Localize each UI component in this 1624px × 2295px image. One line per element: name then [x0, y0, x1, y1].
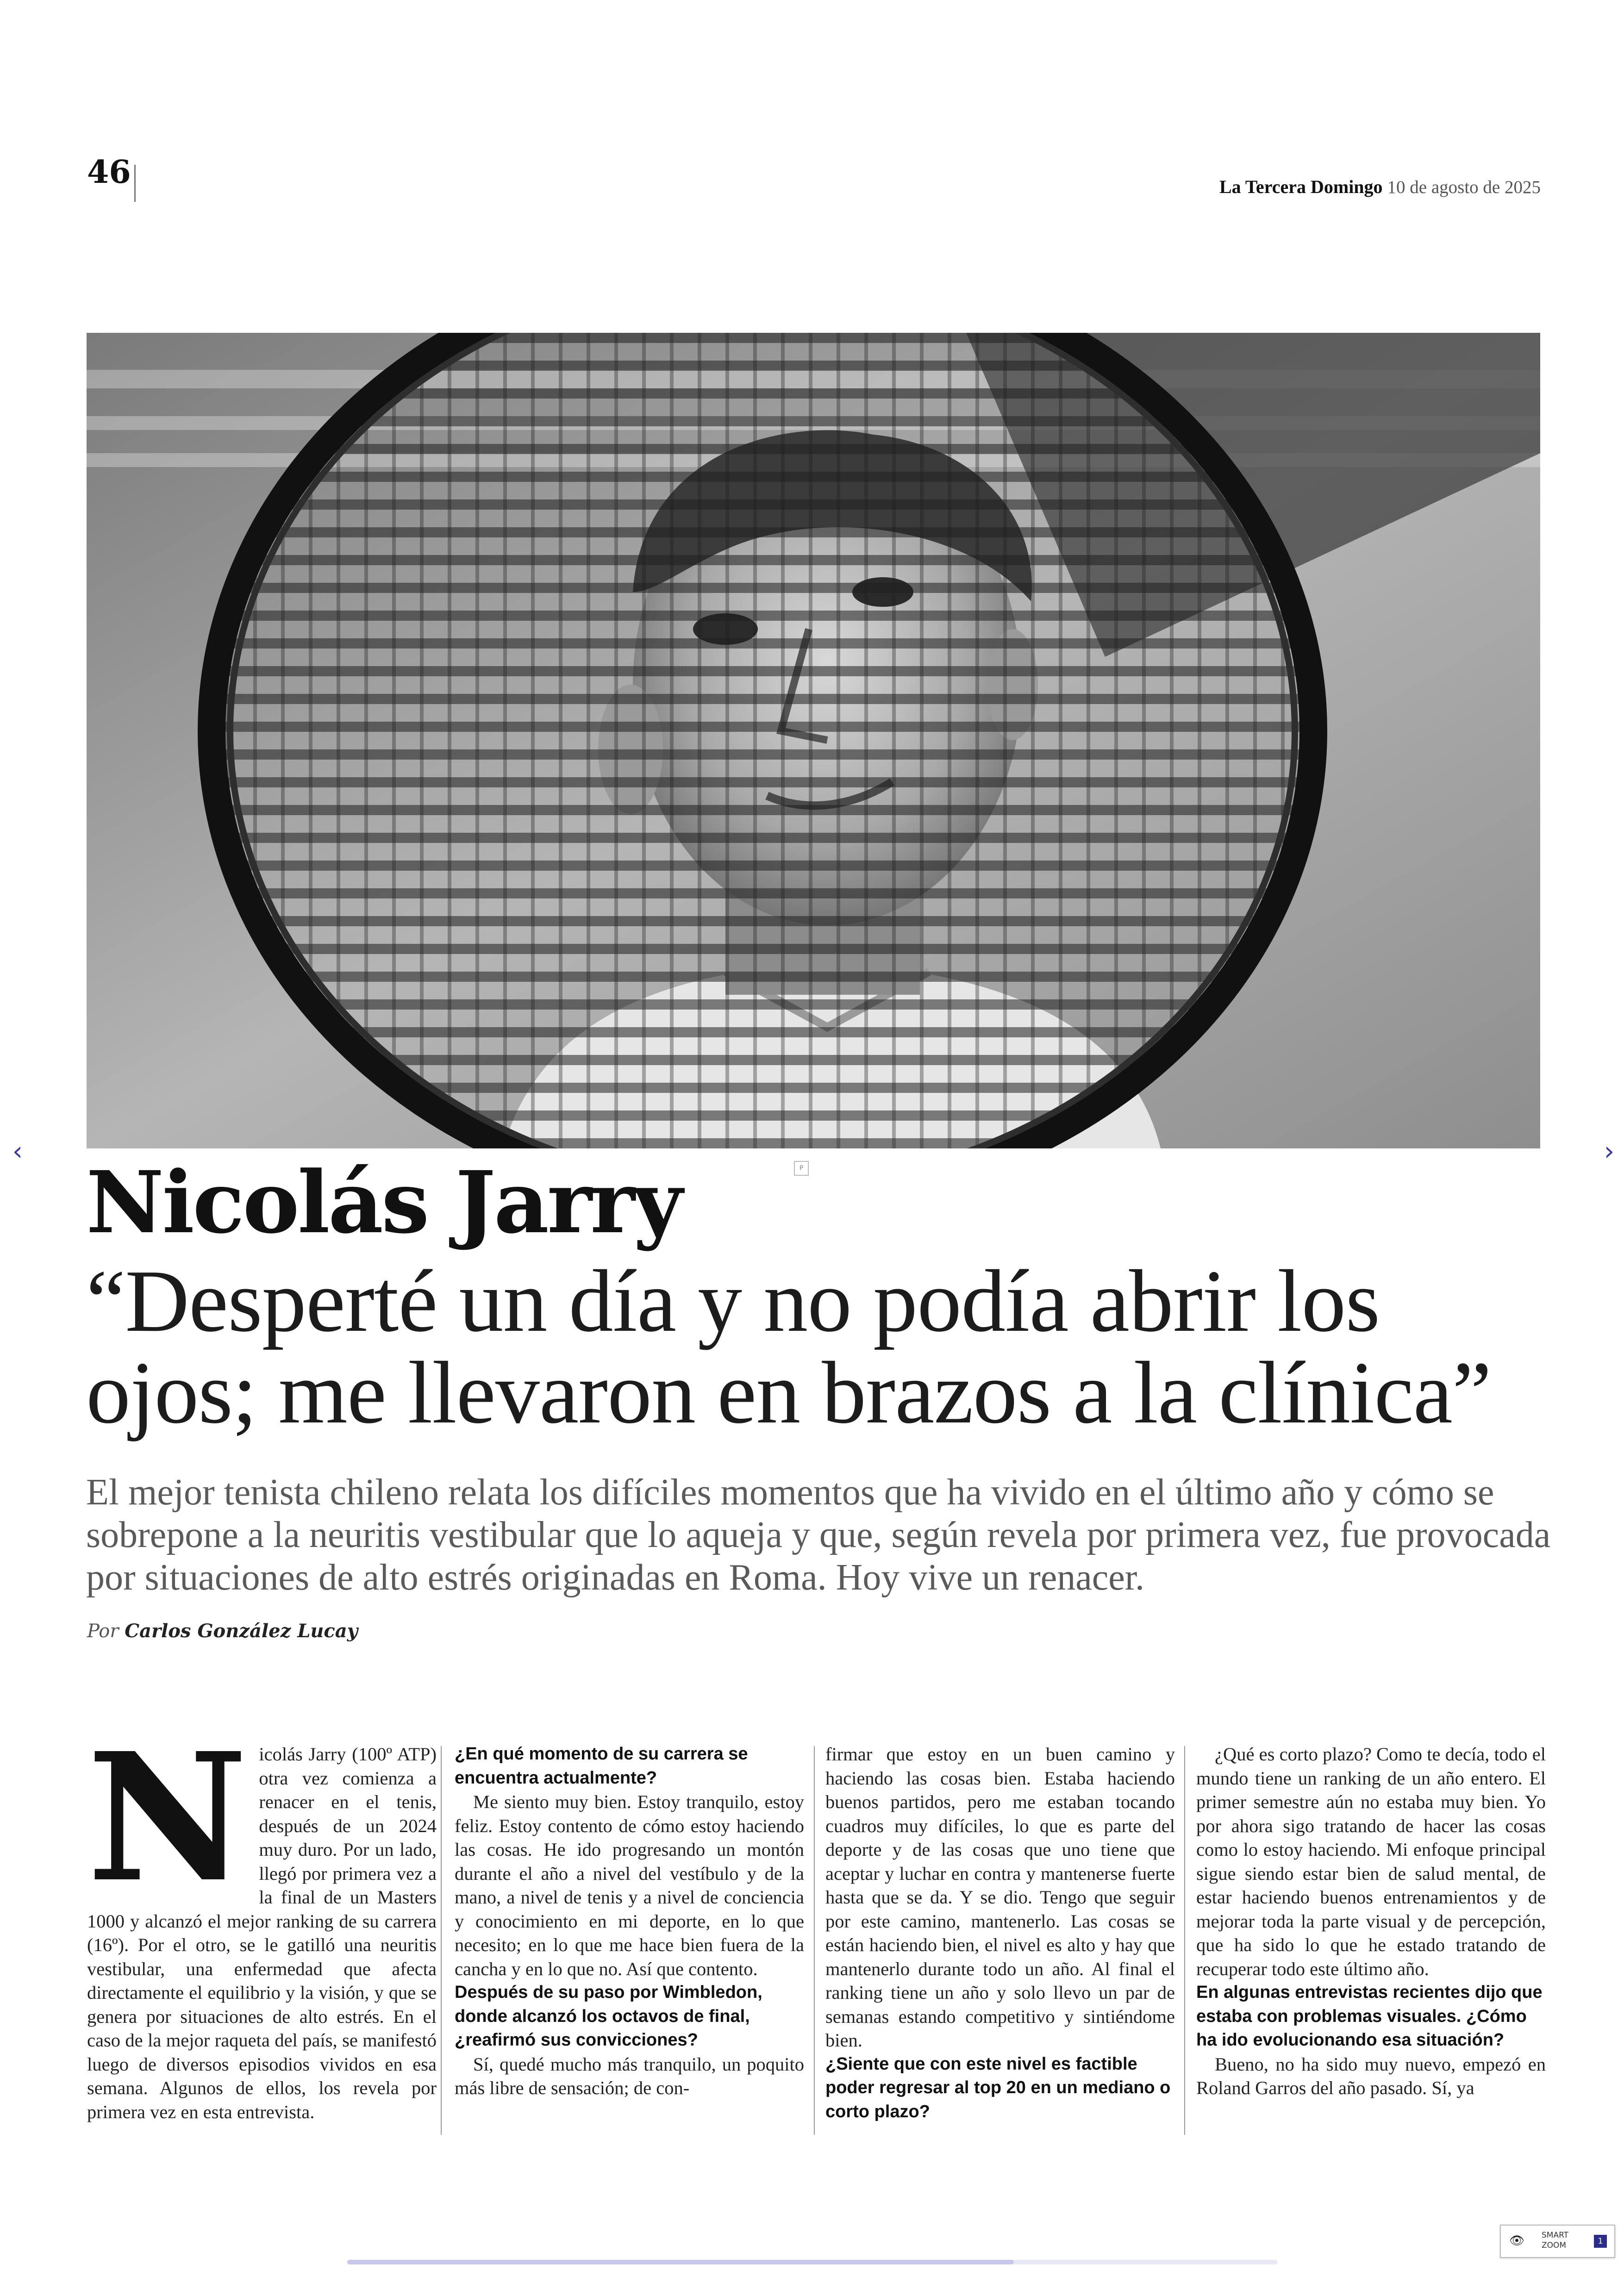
photo-credit-mark: P	[794, 1161, 809, 1176]
next-page-arrow[interactable]: ›	[1604, 1136, 1615, 1166]
header-publication-line	[1219, 178, 1541, 196]
interview-question: Después de su paso por Wimbledon, donde alcanzó los octavos de final, ¿reafirmó sus convicciones?	[455, 1983, 762, 2050]
article-byline	[87, 1620, 358, 1642]
body-column-1	[87, 1714, 437, 2124]
lead-photo	[87, 333, 1540, 1148]
column-rule	[441, 1746, 442, 2135]
body-paragraph: icolás Jarry (100º ATP) otra vez comienza a renacer en el tenis, después de un 2024 muy duro. Por un lado, llegó por primera vez a la final de un Masters 1000 y alcanzó el mejor ranking de su carrera (16º). Por el otro, se le gatilló una neuritis vestibular, una enfermedad que afecta directamente el equilibrio y la visión, y que se genera por situaciones de alto estrés. En el caso de la mejor raqueta del país, se manifestó luego de diversos episodios vividos en esa semana. Algunos de ellos, los revela por primera vez en esta entrevista.	[87, 1744, 437, 2122]
publication-name: La Tercera Domingo	[1219, 176, 1383, 197]
page-number: 46	[87, 154, 131, 191]
previous-page-arrow[interactable]: ‹	[12, 1136, 23, 1166]
interview-answer: firmar que estoy en un buen camino y haciendo las cosas bien. Estaba haciendo buenos partidos, pero me estaban tocando cuadros muy difíciles, lo que es parte del deporte y de las cosas que uno tiene que aceptar y luchar en contra y mantenerse fuerte hasta que se da. Y se dio. Tengo que seguir por este camino, mantenerlo. Las cosas se están haciendo bien, el nivel es alto y hay que mantenerlo durante todo un año. Al final el ranking tiene un año y solo llevo un par de semanas estando competitivo y sintiéndome bien.	[825, 1744, 1175, 2051]
interview-question: ¿En qué momento de su carrera se encuentra actualmente?	[455, 1744, 748, 1788]
interview-question: En algunas entrevistas recientes dijo que estaba con problemas visuales. ¿Cómo ha ido evolucionando esa situación?	[1196, 1983, 1543, 2050]
body-column-4	[1196, 1742, 1546, 2100]
publication-date: 10 de agosto de 2025	[1387, 177, 1541, 197]
page-scrollbar-thumb[interactable]	[347, 2260, 1014, 2264]
drop-cap: N	[87, 1714, 248, 1921]
smart-zoom-badge: 1	[1594, 2235, 1607, 2248]
interview-answer: ¿Qué es corto plazo? Como te decía, todo el mundo tiene un ranking de un año entero. El primer semestre aún no estaba muy bien. Yo por ahora sigo tratando de hacer las cosas como lo estoy haciendo. Mi enfoque principal sigue siendo estar bien de salud mental, de estar haciendo buenos entrenamientos y de mejorar toda la parte visual y de percepción, que ha sido lo que he estado tratando de recuperar todo este último año.	[1196, 1744, 1546, 1979]
article-name-title: Nicolás Jarry	[86, 1153, 681, 1253]
tennis-player-photo	[87, 333, 1540, 1148]
eye-icon: 👁	[1509, 2234, 1525, 2248]
interview-question: ¿Siente que con este nivel es factible poder regresar al top 20 en un mediano o corto plazo?	[825, 2054, 1171, 2121]
column-rule	[814, 1746, 815, 2135]
interview-answer: Sí, quedé mucho más tranquilo, un poquito más libre de sensación; de con-	[455, 2053, 804, 2098]
header-divider	[134, 165, 136, 202]
byline-prefix: Por	[87, 1621, 119, 1642]
body-column-3	[825, 1742, 1175, 2124]
smart-zoom-label: SMART ZOOM	[1542, 2231, 1569, 2250]
interview-answer: Bueno, no ha sido muy nuevo, empezó en Roland Garros del año pasado. Sí, ya	[1196, 2053, 1546, 2098]
smart-zoom-button[interactable]	[1500, 2225, 1615, 2258]
interview-answer: Me siento muy bien. Estoy tranquilo, estoy feliz. Estoy contento de cómo estoy haciendo las cosas. He ido progresando un montón durante el año a nivel del vestíbulo y de la mano, a nivel de tenis y a nivel de conciencia y conocimiento en mi deporte, en lo que necesito; en lo que me hace bien fuera de la cancha y en lo que no. Así que contento.	[455, 1791, 804, 1979]
article-headline: “Desperté un día y no podía abrir los ojos; me llevaron en brazos a la clínica”	[86, 1252, 1492, 1442]
byline-author: Carlos González Lucay	[125, 1620, 358, 1642]
column-rule	[1184, 1746, 1185, 2135]
article-deck: El mejor tenista chileno relata los difíciles momentos que ha vivido en el último año y cómo se sobrepone a la neuritis vestibular que lo aqueja y que, según revela por primera vez, fue provocada por situaciones de alto estrés originadas en Roma. Hoy vive un renacer.	[86, 1472, 1551, 1598]
body-column-2	[455, 1742, 804, 2100]
